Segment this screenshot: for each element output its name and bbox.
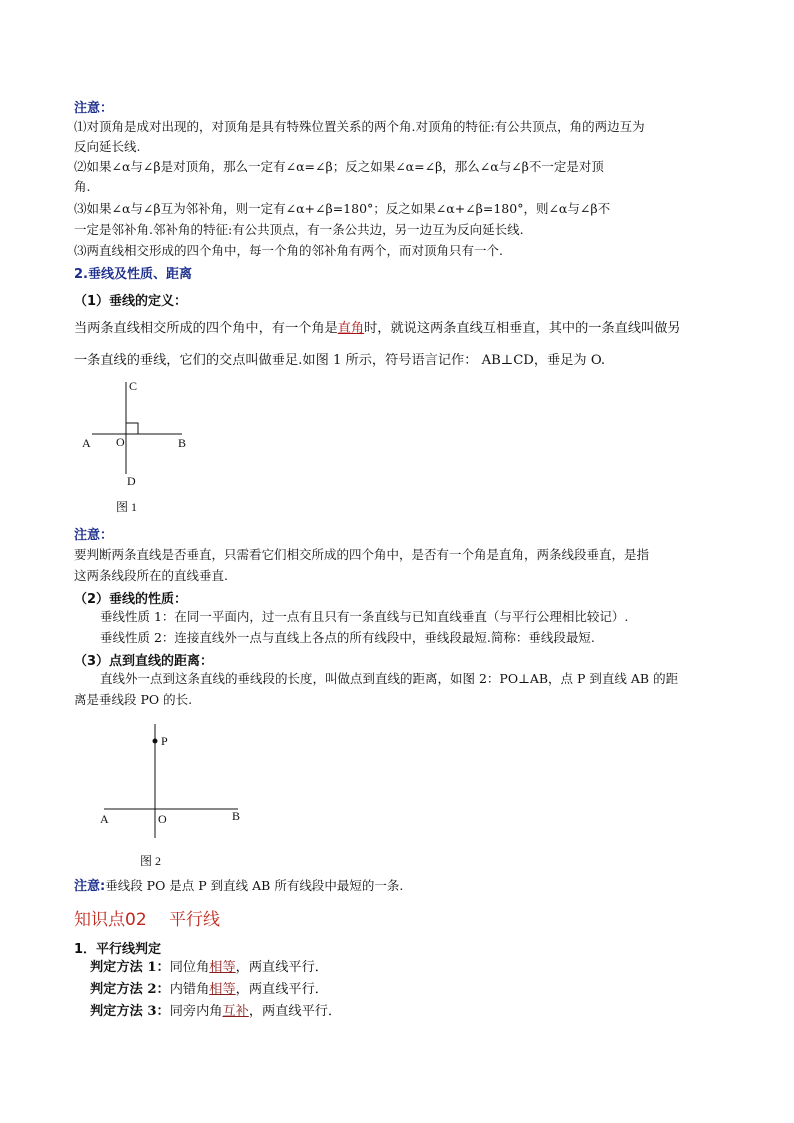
note1-line2: 反向延长线. (74, 139, 141, 154)
definition-highlight: 直角 (337, 321, 365, 336)
label-c: C (129, 379, 138, 393)
criterion-2-label: 判定方法 2： (90, 982, 170, 997)
section2-sub3: （3）点到直线的距离： (74, 654, 214, 669)
distance-line2: 离是垂线段 PO 的长. (74, 692, 193, 707)
criterion-3-label: 判定方法 3： (90, 1004, 170, 1019)
label-d: D (127, 474, 136, 488)
criterion-3-b: ，两直线平行． (248, 1004, 342, 1019)
figure-2 (90, 716, 260, 874)
note1-line3: ⑵如果∠α与∠β是对顶角，那么一定有∠α=∠β；反之如果∠α=∠β，那么∠α与∠β不一定是对顶 (74, 159, 604, 174)
property-1: 垂线性质 1：在同一平面内，过一点有且只有一条直线与已知直线垂直（与平行公理相比较记）. (100, 609, 629, 624)
knowledge-point-02-title: 知识点02 平行线 (74, 910, 221, 930)
criterion-1 (90, 957, 328, 979)
label-o: O (116, 435, 125, 449)
label-o: O (158, 812, 167, 826)
note1-line6: 一定是邻补角.邻补角的特征:有公共顶点，有一条公共边，另一边互为反向延长线. (74, 222, 524, 237)
label-b: B (178, 436, 187, 450)
property-2: 垂线性质 2：连接直线外一点与直线上各点的所有线段中，垂线段最短.简称：垂线段最短. (100, 630, 595, 645)
label-a: A (100, 812, 109, 826)
label-a: A (82, 436, 91, 450)
criterion-2 (90, 979, 328, 1001)
definition-line1 (74, 318, 681, 340)
criterion-3 (90, 1001, 341, 1023)
criterion-2-b: ，两直线平行． (235, 982, 328, 997)
criterion-1-label: 判定方法 1： (90, 960, 170, 975)
note3-text: 垂线段 PO 是点 P 到直线 AB 所有线段中最短的一条. (105, 878, 404, 893)
note1-line4: 角. (74, 179, 91, 194)
point-p (153, 739, 158, 744)
definition-line2: 一条直线的垂线，它们的交点叫做垂足.如图 1 所示，符号语言记作： AB⊥CD，垂足为 O. (74, 353, 606, 368)
criterion-2-a: 内错角 (169, 982, 210, 997)
criterion-1-key: 相等 (209, 960, 236, 975)
section2-sub2: （2）垂线的性质： (74, 592, 188, 607)
section2-sub1: （1）垂线的定义： (74, 294, 188, 309)
criterion-3-a: 同旁内角 (169, 1004, 223, 1019)
section2-title: 2.垂线及性质、距离 (74, 267, 192, 282)
note3-heading: 注意: (74, 879, 106, 894)
criterion-1-a: 同位角 (169, 960, 210, 975)
label-b: B (232, 809, 241, 823)
note1-line1: ⑴对顶角是成对出现的，对顶角是具有特殊位置关系的两个角.对顶角的特征:有公共顶点，角的两边互为 (74, 119, 645, 134)
note1-line7: ⑶两直线相交形成的四个角中，每一个角的邻补角有两个，而对顶角只有一个. (74, 243, 503, 258)
figure-1-caption: 图 1 (116, 500, 138, 514)
note3 (74, 876, 403, 897)
note1-heading: 注意： (74, 101, 114, 116)
criterion-2-key: 相等 (209, 982, 236, 997)
right-angle-mark (126, 423, 138, 434)
label-p: P (161, 734, 168, 748)
parallel-criteria-heading: 1．平行线判定 (74, 942, 162, 957)
note2-line1: 要判断两条直线是否垂直，只需看它们相交所成的四个角中，是否有一个角是直角，两条线段垂直，是指 (74, 547, 650, 562)
definition-line1-a: 当两条直线相交所成的四个角中，有一个角是 (74, 321, 338, 336)
criterion-1-b: ，两直线平行． (235, 960, 328, 975)
note1-line5: ⑶如果∠α与∠β互为邻补角，则一定有∠α+∠β=180°；反之如果∠α+∠β=180°，则∠α与∠β不 (74, 201, 611, 216)
distance-line1: 直线外一点到这条直线的垂线段的长度，叫做点到直线的距离，如图 2：PO⊥AB，点 P 到直线 AB 的距 (100, 671, 679, 686)
figure-2-caption: 图 2 (140, 854, 162, 868)
definition-line1-b: 时，就说这两条直线互相垂直，其中的一条直线叫做另 (364, 321, 681, 336)
note2-line2: 这两条线段所在的直线垂直. (74, 568, 228, 583)
note2-heading: 注意： (74, 528, 114, 543)
criterion-3-key: 互补 (222, 1004, 249, 1019)
figure-1 (74, 376, 214, 521)
